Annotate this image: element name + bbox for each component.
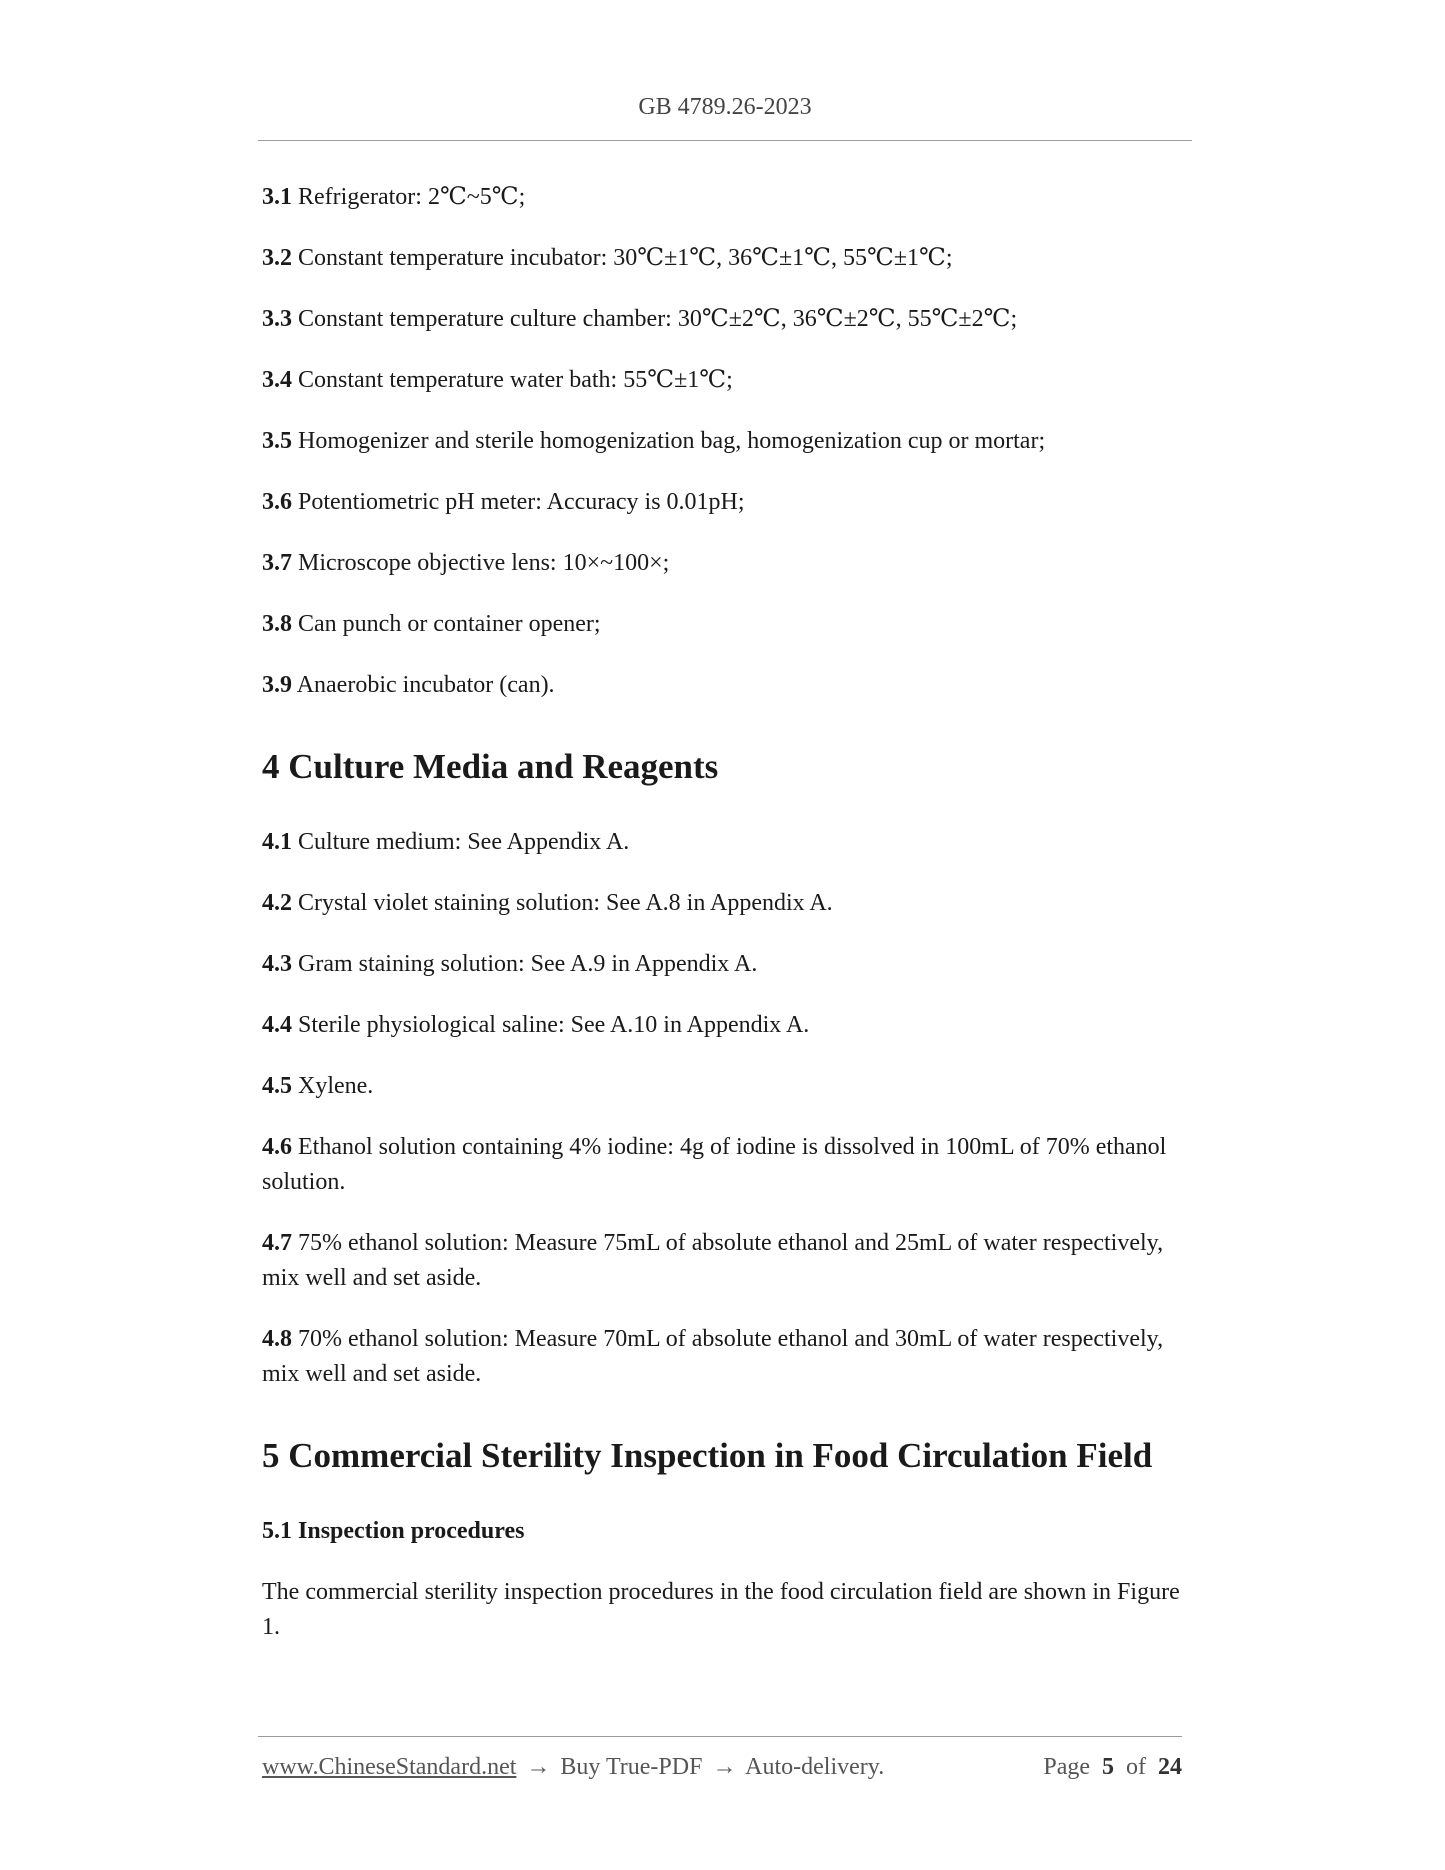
item-text: Constant temperature incubator: 30℃±1℃, 36℃±1℃, 55℃±1℃; [298,245,953,271]
item-text: Ethanol solution containing 4% iodine: 4g of iodine is dissolved in 100mL of 70% ethanol solution. [262,1134,1167,1195]
list-item [262,1069,1190,1104]
item-text: 75% ethanol solution: Measure 75mL of absolute ethanol and 25mL of water respectively, mix well and set aside. [262,1230,1164,1291]
section4-heading: 4 Culture Media and Reagents [262,747,719,786]
list-item [262,607,1190,642]
header-divider [258,140,1192,141]
item-number: 3.1 [262,184,292,210]
item-text: Crystal violet staining solution: See A.8 in Appendix A. [298,890,833,916]
page-total: 24 [1158,1754,1182,1780]
list-item [262,1322,1190,1392]
list-item [262,424,1190,459]
item-number: 4.2 [262,890,292,916]
list-item [262,485,1190,520]
list-item [262,1226,1190,1296]
item-text: Culture medium: See Appendix A. [298,829,630,855]
item-number: 3.3 [262,306,292,332]
item-text: Constant temperature culture chamber: 30℃±2℃, 36℃±2℃, 55℃±2℃; [298,306,1018,332]
item-number: 4.4 [262,1012,292,1038]
item-number: 3.4 [262,367,292,393]
page-content [262,180,1190,1671]
list-item [262,947,1190,982]
list-item [262,1130,1190,1200]
item-text: Refrigerator: 2℃~5℃; [298,184,526,210]
list-item [262,302,1190,337]
item-text: Potentiometric pH meter: Accuracy is 0.01pH; [298,489,745,515]
item-text: Sterile physiological saline: See A.10 in Appendix A. [298,1012,810,1038]
item-text: 70% ethanol solution: Measure 70mL of absolute ethanol and 30mL of water respectively, mix well and set aside. [262,1326,1164,1387]
item-number: 3.6 [262,489,292,515]
section4-list [262,825,1190,1392]
item-number: 4.3 [262,951,292,977]
item-text: Homogenizer and sterile homogenization bag, homogenization cup or mortar; [298,428,1046,454]
item-number: 4.6 [262,1134,292,1160]
list-item [262,546,1190,581]
item-number: 4.7 [262,1230,292,1256]
auto-delivery-text: Auto-delivery. [745,1754,885,1780]
item-text: Microscope objective lens: 10×~100×; [298,550,670,576]
document-header: GB 4789.26-2023 [638,94,812,120]
item-text: Anaerobic incubator (can). [296,672,555,698]
footer-promo [262,1754,884,1781]
item-text: Constant temperature water bath: 55℃±1℃; [298,367,733,393]
item-number: 3.7 [262,550,292,576]
item-number: 4.8 [262,1326,292,1352]
list-item [262,1008,1190,1043]
section5-paragraph: The commercial sterility inspection procedures in the food circulation field are shown in Figure 1. [262,1579,1180,1640]
website-link[interactable]: www.ChineseStandard.net [262,1754,517,1780]
list-item [262,886,1190,921]
buy-pdf-text: Buy True-PDF [560,1754,703,1780]
item-number: 3.8 [262,611,292,637]
item-number: 3.9 [262,672,292,698]
item-number: 3.2 [262,245,292,271]
section3-list [262,180,1190,703]
item-text: Can punch or container opener; [298,611,601,637]
list-item [262,241,1190,276]
list-item [262,180,1190,215]
item-text: Gram staining solution: See A.9 in Appendix A. [298,951,758,977]
page-current: 5 [1102,1754,1114,1780]
section5-1-heading: 5.1 Inspection procedures [262,1518,525,1544]
item-number: 4.5 [262,1073,292,1099]
arrow-right-icon: → [712,1754,737,1780]
arrow-right-icon: → [526,1754,551,1780]
page-footer [262,1754,1182,1781]
item-number: 3.5 [262,428,292,454]
footer-divider [258,1736,1182,1737]
item-number: 4.1 [262,829,292,855]
list-item [262,363,1190,398]
list-item [262,825,1190,860]
list-item [262,668,1190,703]
page-label: Page [1043,1754,1090,1780]
section5-heading: 5 Commercial Sterility Inspection in Food Circulation Field [262,1436,1153,1475]
item-text: Xylene. [298,1073,374,1099]
page-of-label: of [1126,1754,1146,1780]
page-number [1043,1754,1182,1781]
